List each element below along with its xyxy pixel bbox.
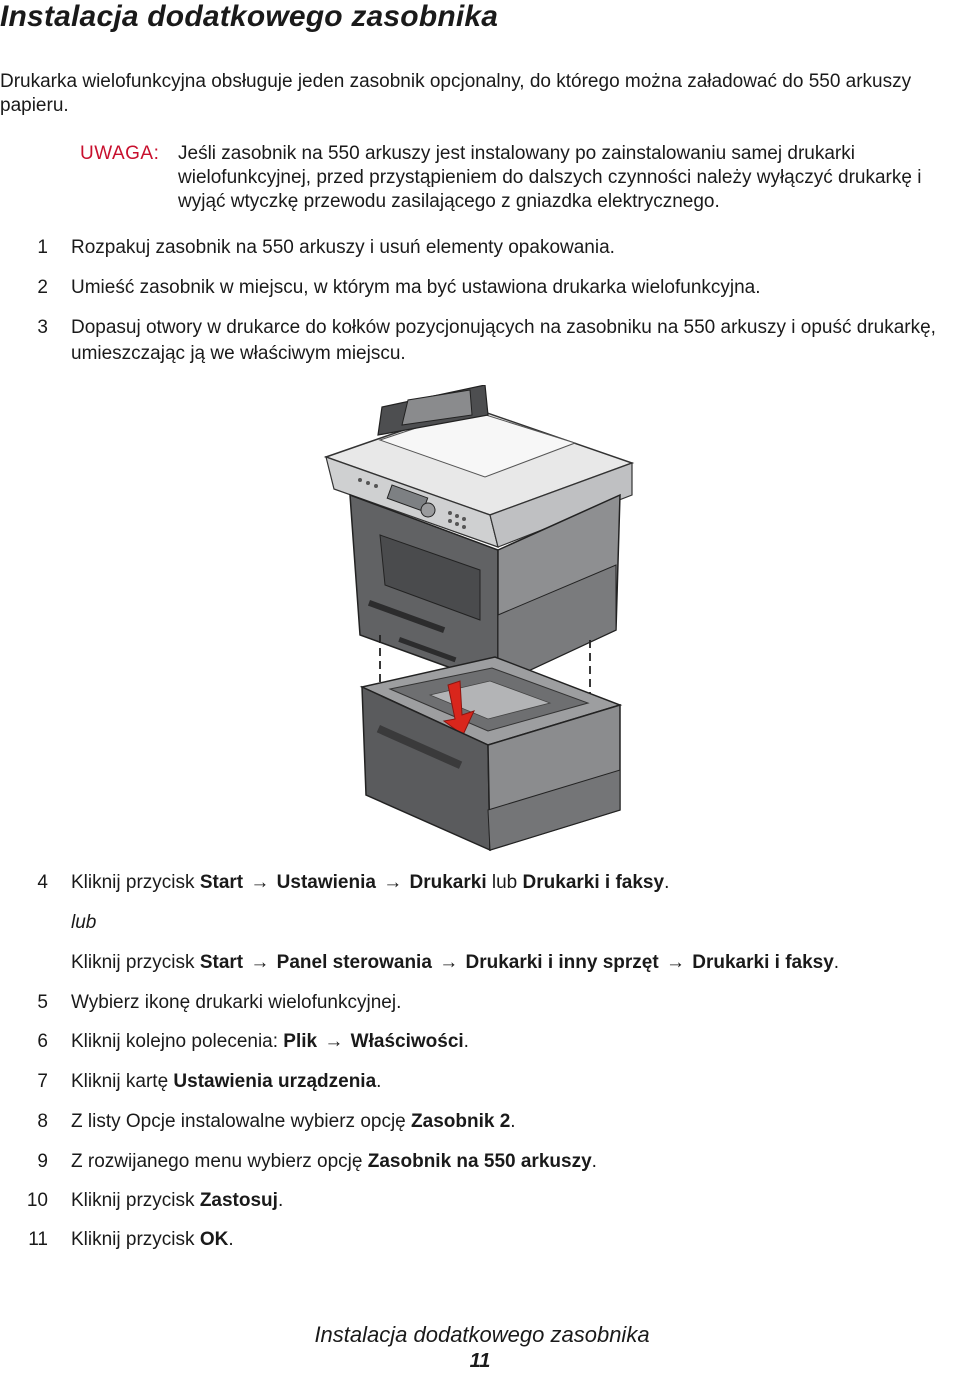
text-run: Kliknij przycisk (71, 1229, 200, 1250)
printer-tray-illustration (320, 385, 640, 860)
step-text (71, 1227, 960, 1253)
step-text (71, 950, 960, 976)
text-run: . (463, 1031, 469, 1052)
ui-label-file: Plik (283, 1031, 318, 1052)
step-text (71, 1069, 960, 1095)
page-title: Instalacja dodatkowego zasobnika (0, 0, 499, 33)
arrow-icon: → (665, 952, 685, 973)
step-text: Wybierz ikonę drukarki wielofunkcyjnej. (71, 992, 402, 1013)
ui-label-printers: Drukarki (409, 872, 487, 893)
text-run: Kliknij przycisk (71, 872, 200, 893)
arrow-icon: → (250, 952, 270, 973)
step-text: Umieść zasobnik w miejscu, w którym ma być ustawiona drukarka wielofunkcyjna. (71, 277, 761, 298)
step-number: 10 (26, 1190, 48, 1211)
ui-label-tray-2: Zasobnik 2 (411, 1111, 511, 1132)
step-text (71, 1109, 960, 1135)
or-label: lub (71, 912, 97, 933)
text-run: . (591, 1151, 597, 1172)
arrow-icon: → (383, 872, 403, 893)
ui-label-apply: Zastosuj (199, 1190, 278, 1211)
ui-label-ok: OK (199, 1229, 229, 1250)
ui-label-start: Start (199, 952, 244, 973)
text-run: Kliknij kolejno polecenia: (71, 1031, 284, 1052)
step-text (71, 1149, 960, 1175)
step-text (71, 870, 960, 896)
note-block (80, 142, 960, 214)
ui-label-start: Start (199, 872, 244, 893)
step-number: 1 (37, 237, 48, 258)
ui-label-control-panel: Panel sterowania (276, 952, 432, 973)
note-label: UWAGA: (80, 143, 160, 164)
ui-label-printers-faxes: Drukarki i faksy (522, 872, 665, 893)
text-run: . (277, 1190, 284, 1211)
step-number: 9 (37, 1151, 48, 1172)
note-text: Jeśli zasobnik na 550 arkuszy jest instalowany po zainstalowaniu samej drukarki wielofunkcyjnej, przed przystąpieniem do dalszych czynności należy wyłączyć drukarkę i wyjąć wtyczkę przewodu zasilającego z gniazdka elektrycznego. (178, 143, 922, 212)
step-text: Rozpakuj zasobnik na 550 arkuszy i usuń elementy opakowania. (71, 237, 615, 258)
step-number: 7 (37, 1071, 48, 1092)
ui-label-device-settings: Ustawienia urządzenia (173, 1071, 377, 1092)
text-run: . (664, 872, 670, 893)
text-run: Kliknij przycisk (71, 952, 200, 973)
text-run: Kliknij przycisk (71, 1190, 200, 1211)
step-number: 8 (37, 1111, 48, 1132)
step-number: 2 (37, 277, 48, 298)
arrow-icon: → (439, 952, 459, 973)
page-number: 11 (469, 1350, 491, 1372)
ui-label-properties: Właściwości (350, 1031, 464, 1052)
step-text: Dopasuj otwory w drukarce do kołków pozycjonujących na zasobniku na 550 arkuszy i opuść drukarkę, umieszczając ją we właściwym miejscu. (71, 317, 936, 364)
footer-title: Instalacja dodatkowego zasobnika (314, 1322, 650, 1347)
text-run: . (376, 1071, 382, 1092)
text-run: . (833, 952, 840, 973)
step-text (71, 1029, 960, 1055)
text-run: . (228, 1229, 234, 1250)
step-text (71, 1188, 960, 1214)
text-run: Z rozwijanego menu wybierz opcję (71, 1151, 368, 1172)
ui-label-tray-550: Zasobnik na 550 arkuszy (367, 1151, 592, 1172)
ui-label-settings: Ustawienia (276, 872, 376, 893)
text-run: lub (486, 872, 523, 893)
arrow-icon: → (250, 872, 270, 893)
ui-label-printers-faxes: Drukarki i faksy (692, 952, 834, 973)
step-number: 6 (37, 1031, 48, 1052)
step-number: 4 (37, 872, 48, 893)
text-run: Z listy Opcje instalowalne wybierz opcję (71, 1111, 412, 1132)
text-run: Kliknij kartę (71, 1071, 174, 1092)
step-number: 5 (37, 992, 48, 1013)
arrow-icon: → (324, 1031, 344, 1052)
ui-label-printers-hardware: Drukarki i inny sprzęt (465, 952, 659, 973)
step-number: 11 (28, 1229, 48, 1250)
intro-paragraph: Drukarka wielofunkcyjna obsługuje jeden zasobnik opcjonalny, do którego można załadować do 550 arkuszy papieru. (0, 71, 912, 116)
step-number: 3 (37, 317, 48, 338)
text-run: . (510, 1111, 516, 1132)
